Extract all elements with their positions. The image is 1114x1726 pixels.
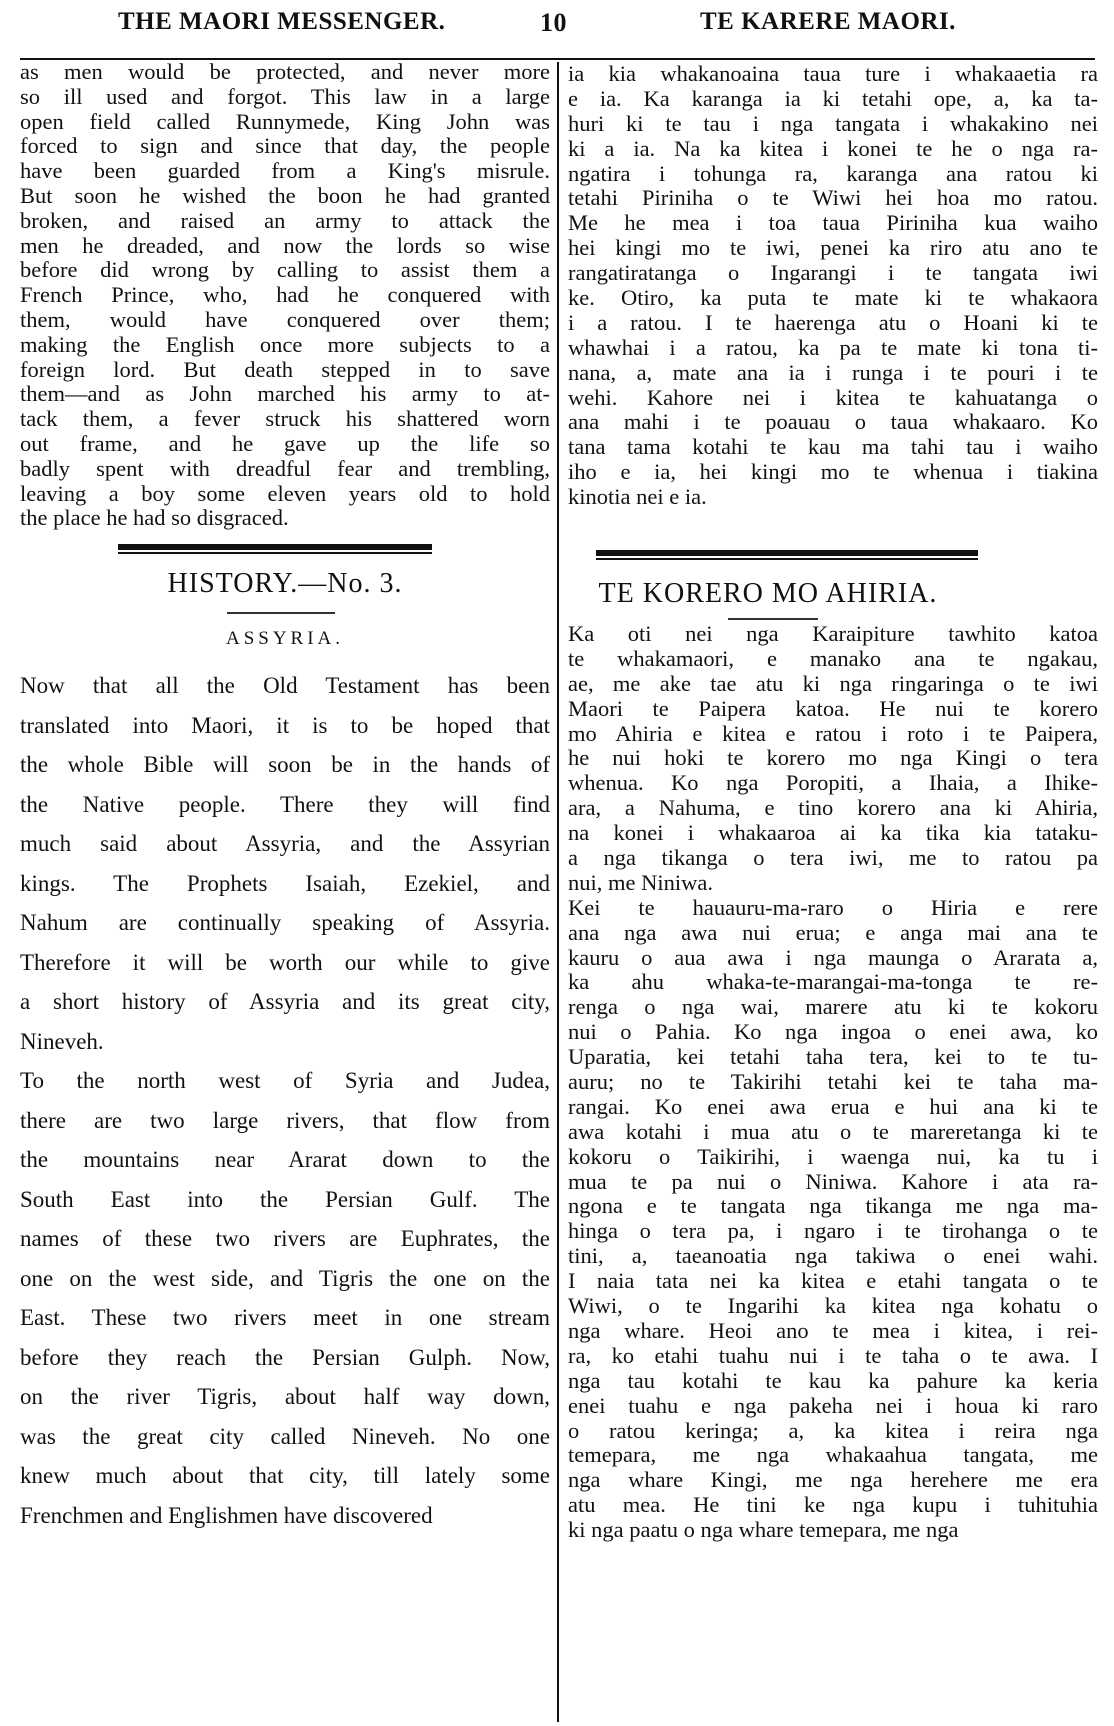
text-line: mo Ahiria e kitea e ratou i roto i te Paipera, bbox=[568, 721, 1098, 746]
text-line: East. These two rivers meet in one stream bbox=[20, 1305, 550, 1330]
section-separator bbox=[118, 544, 432, 550]
text-line: names of these two rivers are Euphrates, the bbox=[20, 1226, 550, 1251]
text-line: ki a ia. Na ka kitea i konei te he o nga ra- bbox=[568, 136, 1098, 161]
text-line: ke. Otiro, ka puta te mate ki te whakaora bbox=[568, 286, 1098, 311]
korero-article-body bbox=[568, 622, 1098, 1543]
text-line: Ka oti nei nga Karaipiture tawhito katoa bbox=[568, 622, 1098, 646]
text-line: rangatiratanga o Ingarangi i te tangata iwi bbox=[568, 261, 1098, 286]
korero-section-title: TE KORERO MO AHIRIA. bbox=[598, 578, 938, 609]
text-line: much said about Assyria, and the Assyrian bbox=[20, 831, 550, 856]
text-line: Frenchmen and Englishmen have discovered bbox=[20, 1502, 433, 1528]
text-line: Kei te hauauru-ma-raro o Hiria e rere bbox=[568, 895, 1098, 920]
text-line: ka ahu whaka-te-marangai-ma-tonga te re- bbox=[568, 970, 1098, 995]
text-line: the whole Bible will soon be in the hands of bbox=[20, 752, 550, 777]
text-line: one on the west side, and Tigris the one on the bbox=[20, 1265, 550, 1291]
text-line: South East into the Persian Gulf. The bbox=[20, 1186, 550, 1212]
text-line: whawhai i a ratou, ka pa te mate ki tona ti- bbox=[568, 335, 1098, 360]
text-line: there are two large rivers, that flow from bbox=[20, 1107, 550, 1133]
text-line: have been guarded from a King's misrule. bbox=[20, 159, 550, 184]
text-line: tini, a, taeanoatia nga takiwa o enei wahi. bbox=[568, 1244, 1098, 1269]
text-line: renga o nga wai, marere atu ki te kokoru bbox=[568, 995, 1098, 1020]
text-line: he nui hoki te korero mo nga Kingi o tera bbox=[568, 746, 1098, 771]
text-line: Uparatia, kei tetahi taha tera, kei to te tu- bbox=[568, 1045, 1098, 1070]
text-line: knew much about that city, till lately some bbox=[20, 1463, 550, 1488]
text-line: kauru o aua awa i nga maunga o Ararata a, bbox=[568, 945, 1098, 970]
text-line: auru; no te Takirihi tetahi kei te taha ma- bbox=[568, 1070, 1098, 1095]
text-line: French Prince, who, had he conquered with bbox=[20, 283, 550, 308]
text-line: badly spent with dreadful fear and trembling, bbox=[20, 456, 550, 481]
text-line: nga tau kotahi te kau ka pahure ka keria bbox=[568, 1368, 1098, 1393]
text-line: ana mahi i te poauau o taua whakaaro. Ko bbox=[568, 410, 1098, 435]
text-line: wehi. Kahore nei i kitea te kahuatanga o bbox=[568, 385, 1098, 410]
text-line: hinga o tera pa, i ngaro i te tirohanga o te bbox=[568, 1219, 1098, 1244]
text-line: e ia. Ka karanga ia ki tetahi ope, a, ka ta- bbox=[568, 86, 1098, 111]
text-line: out frame, and he gave up the life so bbox=[20, 431, 550, 456]
text-line: tack them, a fever struck his shattered worn bbox=[20, 407, 550, 432]
text-line: open field called Runnymede, King John was bbox=[20, 109, 550, 134]
text-line: iho e ia, hei kingi mo te whenua i tiakina bbox=[568, 460, 1098, 485]
text-line: To the north west of Syria and Judea, bbox=[20, 1068, 550, 1093]
text-line: i a ratou. I te haerenga atu o Hoani ki te bbox=[568, 310, 1098, 335]
text-line: rangai. Ko enei awa erua e hui ana ki te bbox=[568, 1094, 1098, 1119]
text-line: awa kotahi i mua atu o te mareretanga ki te bbox=[568, 1119, 1098, 1144]
text-line: before did wrong by calling to assist them a bbox=[20, 258, 550, 283]
text-line: te whakamaori, e manako ana te ngakau, bbox=[568, 646, 1098, 671]
text-line: nana, a, mate ana ia i runga i te pouri i te bbox=[568, 360, 1098, 385]
text-line: kokoru o Taikirihi, i waenga nui, ka tu i bbox=[568, 1144, 1098, 1169]
text-line: whenua. Ko nga Poropiti, a Ihaia, a Ihike- bbox=[568, 771, 1098, 796]
text-line: ra, ko etahi tuahu nui i te taha o te awa. I bbox=[568, 1343, 1098, 1368]
page-header bbox=[0, 6, 1114, 46]
text-line: mua te pa nui o Niniwa. Kahore i ata ra- bbox=[568, 1169, 1098, 1194]
text-line: Me he mea i toa taua Piriniha kua waiho bbox=[568, 211, 1098, 236]
text-line: nga whare Kingi, me nga herehere me era bbox=[568, 1468, 1098, 1493]
text-line: Wiwi, o te Ingarihi ka kitea nga kohatu o bbox=[568, 1294, 1098, 1319]
text-line: broken, and raised an army to attack the bbox=[20, 208, 550, 233]
text-line: on the river Tigris, about half way down, bbox=[20, 1384, 550, 1409]
text-line: before they reach the Persian Gulph. Now, bbox=[20, 1344, 550, 1370]
text-line: translated into Maori, it is to be hoped that bbox=[20, 712, 550, 738]
page-number: 10 bbox=[540, 8, 567, 37]
text-line: the Native people. There they will find bbox=[20, 791, 550, 817]
history-section-subtitle: ASSYRIA. bbox=[225, 628, 345, 649]
text-line: Now that all the Old Testament has been bbox=[20, 673, 550, 698]
text-line: as men would be protected, and never more bbox=[20, 60, 550, 84]
maori-continued-paragraph bbox=[568, 62, 1098, 510]
text-line: enei tuahu e nga pakeha nei i houa ki raro bbox=[568, 1393, 1098, 1418]
text-line: the place he had so disgraced. bbox=[20, 506, 289, 531]
text-line: the mountains near Ararat down to the bbox=[20, 1147, 550, 1172]
history-article-body bbox=[20, 666, 550, 1535]
text-line: nga whare. Heoi ano te mea i kitea, i rei- bbox=[568, 1318, 1098, 1343]
text-line: tetahi Piriniha o te Wiwi hei hoa mo ratou. bbox=[568, 186, 1098, 211]
text-line: I naia tata nei ka kitea e etahi tangata o te bbox=[568, 1269, 1098, 1294]
text-line: Maori te Paipera katoa. He nui te korero bbox=[568, 696, 1098, 721]
text-line: huri ki te tau i nga tangata i whakakino nei bbox=[568, 111, 1098, 136]
text-line: making the English once more subjects to a bbox=[20, 332, 550, 357]
text-line: leaving a boy some eleven years old to hold bbox=[20, 481, 550, 506]
text-line: Nahum are continually speaking of Assyria. bbox=[20, 910, 550, 935]
text-line: so ill used and forgot. This law in a large bbox=[20, 84, 550, 109]
column-divider bbox=[557, 62, 559, 1722]
text-line: them, would have conquered over them; bbox=[20, 307, 550, 332]
text-line: was the great city called Nineveh. No one bbox=[20, 1423, 550, 1449]
text-line: tana tama kotahi te kau ma tahi tau i waiho bbox=[568, 435, 1098, 460]
text-line: ae, me ake tae atu ki nga ringaringa o te iwi bbox=[568, 671, 1098, 696]
text-line: nui o Pahia. Ko nga ingoa o enei awa, ko bbox=[568, 1020, 1098, 1045]
text-line: ki nga paatu o nga whare temepara, me nga bbox=[568, 1518, 959, 1543]
text-line: nui, me Niniwa. bbox=[568, 870, 713, 895]
text-line: Nineveh. bbox=[20, 1028, 104, 1054]
text-line: na konei i whakaaroa ai ka tika kia tataku- bbox=[568, 821, 1098, 846]
text-line: hei kingi mo te iwi, penei ka riro atu ano te bbox=[568, 236, 1098, 261]
text-line: ngona e te tangata nga tikanga me nga ma- bbox=[568, 1194, 1098, 1219]
text-line: men he dreaded, and now the lords so wise bbox=[20, 233, 550, 258]
text-line: ngatira i tohunga ra, karanga ana ratou ki bbox=[568, 161, 1098, 186]
title-rule-maori bbox=[728, 618, 818, 620]
text-line: atu mea. He tini ke nga kupu i tuhituhia bbox=[568, 1493, 1098, 1518]
text-line: ia kia whakanoaina taua ture i whakaaetia ra bbox=[568, 62, 1098, 86]
english-continued-paragraph bbox=[20, 60, 550, 531]
text-line: them—and as John marched his army to at- bbox=[20, 382, 550, 407]
text-line: temepara, me nga whakaahua tangata, me bbox=[568, 1443, 1098, 1468]
text-line: But soon he wished the boon he had granted bbox=[20, 183, 550, 208]
text-line: ana nga awa nui erua; e anga mai ana te bbox=[568, 920, 1098, 945]
text-line: Therefore it will be worth our while to give bbox=[20, 949, 550, 975]
text-line: forced to sign and since that day, the people bbox=[20, 134, 550, 159]
text-line: kings. The Prophets Isaiah, Ezekiel, and bbox=[20, 870, 550, 896]
text-line: kinotia nei e ia. bbox=[568, 485, 707, 510]
title-rule bbox=[227, 612, 335, 614]
text-line: a nga tikanga o tera iwi, me to ratou pa bbox=[568, 846, 1098, 871]
text-line: o ratou keringa; a, ka kitea i reira nga bbox=[568, 1418, 1098, 1443]
text-line: foreign lord. But death stepped in to save bbox=[20, 357, 550, 382]
text-line: a short history of Assyria and its great city, bbox=[20, 989, 550, 1014]
history-section-title: HISTORY.—No. 3. bbox=[167, 568, 403, 599]
section-separator-maori bbox=[596, 550, 978, 556]
header-title-maori: TE KARERE MAORI. bbox=[700, 8, 956, 35]
text-line: ara, a Nahuma, e tino korero ana ki Ahiria, bbox=[568, 796, 1098, 821]
header-title-english: THE MAORI MESSENGER. bbox=[118, 8, 446, 35]
